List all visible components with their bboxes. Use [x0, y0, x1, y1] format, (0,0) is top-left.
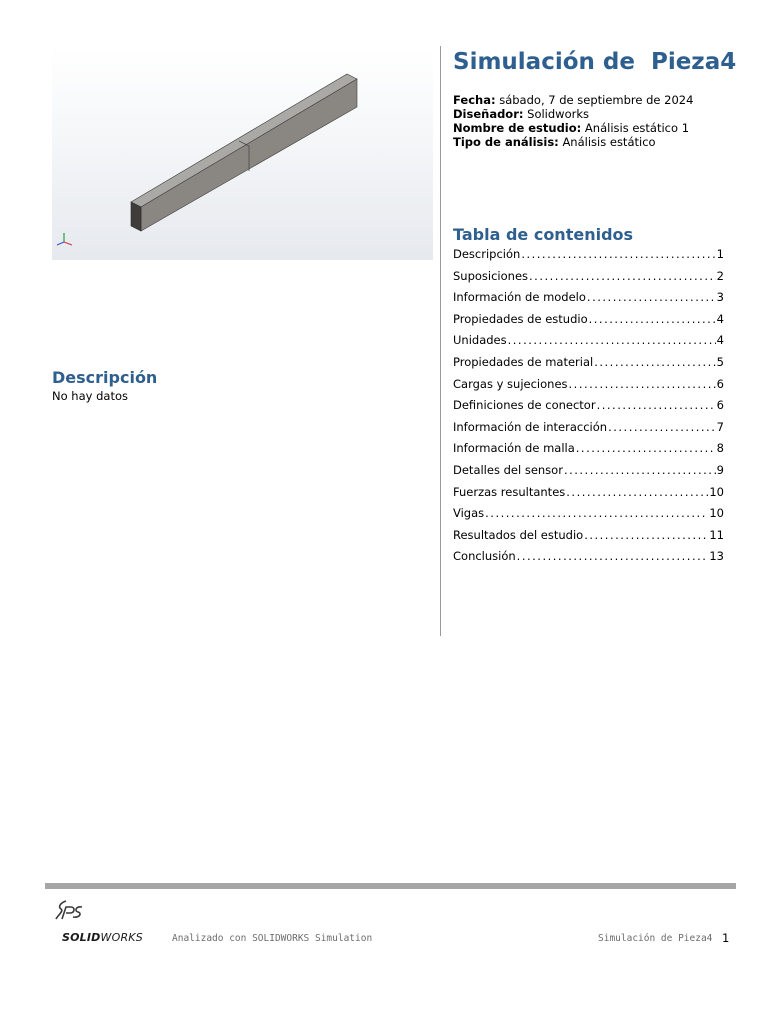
toc-item-propiedades-material[interactable]: [453, 355, 724, 377]
toc-leader-dots: [521, 247, 715, 261]
meta-label: Fecha:: [453, 93, 496, 107]
toc-item-unidades[interactable]: [453, 333, 724, 355]
meta-analysis-type: [453, 135, 733, 149]
toc-leader-dots: [529, 269, 716, 283]
toc-item-label: Definiciones de conector: [453, 398, 596, 413]
toc-item-page: 4: [716, 311, 724, 326]
toc-leader-dots: [594, 355, 715, 369]
toc-item-conclusion[interactable]: [453, 549, 724, 571]
toc-item-label: Conclusión: [453, 549, 516, 564]
toc-item-label: Información de modelo: [453, 290, 586, 305]
meta-value: sábado, 7 de septiembre de 2024: [499, 93, 694, 107]
toc-item-label: Cargas y sujeciones: [453, 376, 568, 391]
toc-leader-dots: [517, 549, 709, 563]
toc-item-label: Unidades: [453, 333, 507, 348]
toc-item-label: Detalles del sensor: [453, 462, 563, 477]
toc-item-page: 9: [716, 462, 724, 477]
coordinate-triad-icon: [55, 230, 75, 250]
model-preview-image: [52, 46, 433, 260]
toc-item-page: 11: [709, 527, 724, 542]
toc-leader-dots: [508, 333, 716, 347]
toc-item-definiciones-conector[interactable]: [453, 398, 724, 420]
meta-date: [453, 93, 733, 107]
toc-leader-dots: [597, 398, 716, 412]
ds-logo-icon: [52, 897, 92, 933]
meta-label: Diseñador:: [453, 107, 524, 121]
toc-item-informacion-modelo[interactable]: [453, 290, 724, 312]
toc-leader-dots: [587, 290, 716, 304]
meta-label: Nombre de estudio:: [453, 121, 582, 135]
toc-item-page: 5: [716, 354, 724, 369]
meta-value: Análisis estático: [562, 135, 656, 149]
toc-leader-dots: [584, 528, 708, 542]
toc-item-propiedades-estudio[interactable]: [453, 312, 724, 334]
footer-analyzed-with: Analizado con SOLIDWORKS Simulation: [172, 933, 373, 944]
beam-model-render: [52, 46, 433, 260]
solidworks-logo: [52, 897, 156, 947]
description-heading: Descripción: [52, 368, 158, 387]
solidworks-wordmark: [62, 931, 143, 944]
meta-designer: [453, 107, 733, 121]
column-divider: [440, 46, 441, 636]
toc-leader-dots: [566, 485, 708, 499]
toc-item-page: 8: [716, 441, 724, 456]
toc-item-vigas[interactable]: [453, 506, 724, 528]
toc-item-descripcion[interactable]: [453, 247, 724, 269]
footer-page-number: 1: [722, 931, 730, 945]
toc-item-label: Vigas: [453, 506, 485, 521]
toc-item-page: 10: [709, 484, 724, 499]
toc-item-page: 6: [716, 398, 724, 413]
document-title: Simulación de Pieza4: [453, 49, 737, 75]
toc-item-label: Propiedades de estudio: [453, 311, 588, 326]
description-text: No hay datos: [52, 389, 128, 403]
toc-item-page: 4: [716, 333, 724, 348]
toc-item-label: Resultados del estudio: [453, 527, 584, 542]
toc-item-suposiciones[interactable]: [453, 269, 724, 291]
toc-item-label: Descripción: [453, 247, 521, 261]
toc-item-resultados-estudio[interactable]: [453, 528, 724, 550]
study-metadata: [453, 93, 733, 149]
toc-leader-dots: [608, 420, 716, 434]
toc-item-cargas-sujeciones[interactable]: [453, 377, 724, 399]
toc-leader-dots: [589, 312, 716, 326]
toc-item-page: 2: [716, 268, 724, 283]
meta-value: Análisis estático 1: [584, 121, 690, 135]
toc-item-page: 3: [716, 290, 724, 305]
toc-item-page: 10: [709, 506, 724, 521]
toc-leader-dots: [576, 441, 716, 455]
toc-item-informacion-malla[interactable]: [453, 441, 724, 463]
footer-rule: [45, 883, 736, 889]
meta-study-name: [453, 121, 733, 135]
toc-item-label: Información de interacción: [453, 419, 608, 434]
toc-item-page: 1: [716, 247, 724, 261]
toc-item-fuerzas-resultantes[interactable]: [453, 485, 724, 507]
toc-item-page: 13: [709, 549, 724, 564]
toc-leader-dots: [569, 377, 716, 391]
toc-item-informacion-interaccion[interactable]: [453, 420, 724, 442]
meta-value: Solidworks: [527, 107, 589, 121]
meta-label: Tipo de análisis:: [453, 135, 559, 149]
toc-item-detalles-sensor[interactable]: [453, 463, 724, 485]
toc-item-page: 6: [716, 376, 724, 391]
footer-document-name: Simulación de Pieza4: [598, 933, 713, 944]
toc-item-label: Fuerzas resultantes: [453, 484, 566, 499]
cover-info-column: [453, 48, 737, 564]
toc-leader-dots: [564, 463, 716, 477]
toc-item-label: Información de malla: [453, 441, 575, 456]
toc-leader-dots: [485, 506, 708, 520]
logo-text-rest: WORKS: [100, 931, 143, 944]
table-of-contents: [453, 247, 724, 571]
toc-heading: Tabla de contenidos: [453, 225, 634, 244]
logo-text-bold: SOLID: [62, 931, 101, 944]
toc-item-page: 7: [716, 419, 724, 434]
toc-item-label: Suposiciones: [453, 268, 529, 283]
toc-item-label: Propiedades de material: [453, 354, 594, 369]
